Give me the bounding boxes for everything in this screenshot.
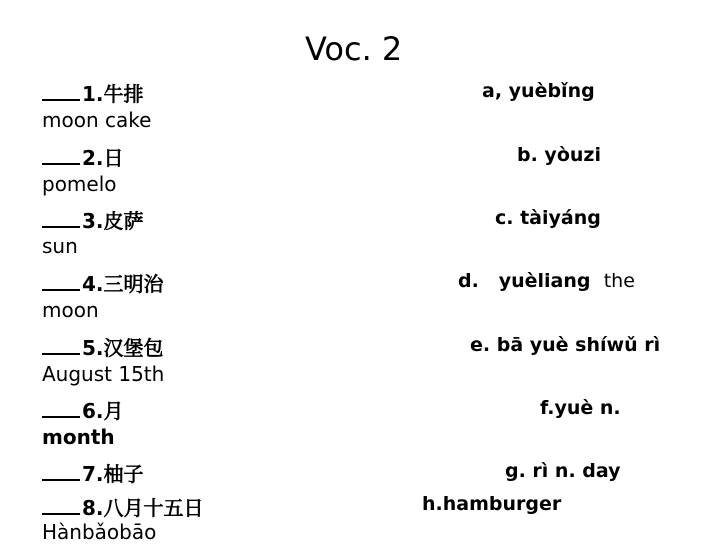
answer-h: h.hamburger bbox=[422, 493, 562, 515]
answer-g: g. rì n. day bbox=[505, 460, 621, 482]
answer-blank[interactable] bbox=[42, 273, 80, 291]
answer-blank[interactable] bbox=[42, 337, 80, 355]
gloss-sun: sun bbox=[42, 234, 78, 258]
gloss-moon-cake: moon cake bbox=[42, 108, 152, 132]
list-item-8 bbox=[42, 492, 204, 521]
list-item-7 bbox=[42, 458, 144, 487]
answer-d-suffix: the bbox=[603, 270, 635, 292]
gloss-month: month bbox=[42, 425, 115, 449]
answer-blank[interactable] bbox=[42, 83, 80, 101]
answer-blank[interactable] bbox=[42, 497, 80, 515]
item-chinese: 柚子 bbox=[103, 462, 144, 486]
list-item-5 bbox=[42, 332, 164, 361]
answer-a: a, yuèbǐng bbox=[482, 80, 595, 102]
list-item-1 bbox=[42, 78, 144, 107]
answer-blank[interactable] bbox=[42, 147, 80, 165]
page-title: Voc. 2 bbox=[305, 30, 403, 68]
answer-d-pinyin: yuèliang bbox=[498, 270, 591, 292]
answer-d-label: d. bbox=[458, 270, 479, 292]
item-chinese: 三明治 bbox=[103, 272, 164, 296]
item-number: 3. bbox=[82, 209, 104, 233]
item-number: 5. bbox=[82, 336, 104, 360]
item-chinese: 汉堡包 bbox=[103, 336, 164, 360]
gloss-august-15th: August 15th bbox=[42, 362, 165, 386]
item-chinese: 月 bbox=[103, 399, 124, 423]
answer-blank[interactable] bbox=[42, 463, 80, 481]
item-number: 2. bbox=[82, 146, 104, 170]
answer-b: b. yòuzi bbox=[517, 144, 601, 166]
gloss-pomelo: pomelo bbox=[42, 172, 117, 196]
answer-e: e. bā yuè shíwǔ rì bbox=[470, 334, 661, 356]
item-number: 8. bbox=[82, 496, 104, 520]
item-chinese: 牛排 bbox=[103, 82, 144, 106]
item-chinese: 皮萨 bbox=[103, 209, 144, 233]
gloss-hanbaobao: Hànbǎobāo bbox=[42, 520, 157, 544]
item-number: 6. bbox=[82, 399, 104, 423]
list-item-4 bbox=[42, 268, 164, 297]
item-number: 4. bbox=[82, 272, 104, 296]
item-chinese: 八月十五日 bbox=[103, 496, 204, 520]
gloss-moon: moon bbox=[42, 298, 99, 322]
answer-blank[interactable] bbox=[42, 210, 80, 228]
item-number: 7. bbox=[82, 462, 104, 486]
list-item-2 bbox=[42, 142, 124, 171]
list-item-3 bbox=[42, 205, 144, 234]
list-item-6 bbox=[42, 395, 124, 424]
answer-d bbox=[458, 270, 635, 292]
item-number: 1. bbox=[82, 82, 104, 106]
answer-c: c. tàiyáng bbox=[495, 207, 601, 229]
item-chinese: 日 bbox=[103, 146, 124, 170]
answer-blank[interactable] bbox=[42, 400, 80, 418]
answer-f: f.yuè n. bbox=[540, 397, 621, 419]
